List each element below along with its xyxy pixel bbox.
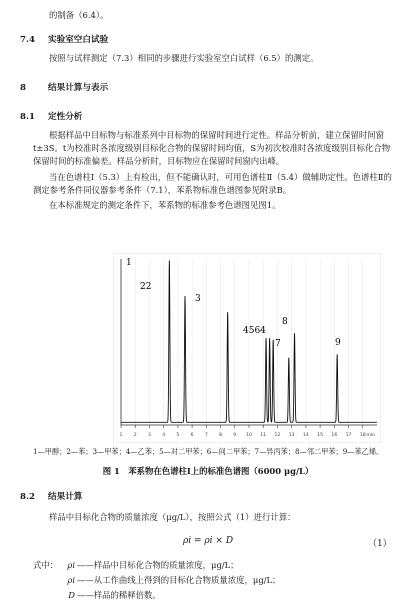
definition-text: ——样品中目标化合物的质量浓度，μg/L； — [77, 560, 239, 570]
formula-1: ρi = ρi × D — [182, 536, 234, 546]
section-number: 7.4 — [20, 35, 35, 45]
section-7-4-heading — [20, 33, 108, 45]
x-tick-label: 18 — [359, 433, 366, 438]
peak-label-7: 7 — [275, 339, 281, 349]
where-label: 式中： — [33, 560, 59, 570]
definition-text: ——从工作曲线上得到的目标化合物质量浓度，μg/L； — [77, 575, 281, 585]
section-title: 实验室空白试验 — [48, 35, 109, 45]
section-8-1-body — [33, 129, 393, 212]
section-number: 8.2 — [20, 492, 35, 502]
peak-label-4-5-6: 4564 — [243, 326, 266, 336]
peak-label-9: 9 — [335, 338, 341, 348]
definition-row-3 — [33, 589, 161, 601]
x-tick-label: 10 — [246, 433, 252, 438]
x-tick-label: 7 — [204, 433, 208, 438]
section-8-1-heading — [20, 110, 82, 122]
x-tick-label: 11 — [260, 433, 267, 438]
section-8-2-heading — [20, 490, 82, 502]
figure-caption: 图 1 苯系物在色谱柱Ⅰ上的标准色谱图（6000 μg/L） — [102, 466, 314, 476]
section-title: 定性分析 — [48, 112, 83, 122]
x-tick-label: 15 — [317, 433, 324, 438]
symbol-rho: ρi — [67, 560, 75, 570]
continued-line: 的制备（6.4）。 — [49, 10, 109, 20]
x-tick-label: 4 — [162, 433, 166, 438]
section-8-heading — [20, 81, 108, 93]
x-tick-label: 12 — [274, 433, 281, 438]
peak-label-1: 1 — [126, 258, 132, 268]
x-tick-label: 8 — [219, 433, 223, 438]
section-title: 结果计算与表示 — [48, 83, 109, 93]
paragraph-column-two: 当在色谱柱Ⅰ（5.3）上有检出，但不能确认时，可用色谱柱Ⅱ（5.4）做辅助定性。色谱柱Ⅱ的测定参考条件同仪器参考条件（7.1），苯系物标准色谱图参见附录B。 — [33, 171, 392, 195]
chart-grid — [121, 259, 363, 425]
symbol-rho-i: ρi — [67, 575, 75, 585]
figure-legend: 1—甲醇；2—苯；3—甲苯；4—乙苯；5—对二甲苯；6—间二甲苯；7—异丙苯；8—邻二甲苯；9—苯乙烯。 — [33, 447, 384, 456]
chromatogram-chart — [113, 253, 381, 443]
paragraph-8-2: 样品中目标化合物的质量浓度（μg/L），按照公式（1）进行计算： — [49, 512, 296, 522]
peak-label-2: 22 — [140, 282, 152, 292]
x-tick-label: 2 — [133, 433, 137, 438]
x-tick-label: 13 — [288, 433, 295, 438]
x-tick-label: 9 — [233, 433, 237, 438]
x-tick-label: 17 — [345, 433, 352, 438]
definition-text: ——样品的稀释倍数。 — [77, 590, 161, 600]
x-tick-label: 6 — [190, 433, 194, 438]
x-tick-label: 16 — [331, 433, 338, 438]
definition-row-2 — [33, 574, 280, 586]
peak-label-8: 8 — [282, 317, 288, 327]
x-axis-ticks — [120, 425, 376, 438]
section-number: 8.1 — [20, 112, 35, 122]
symbol-d: D — [68, 590, 75, 600]
x-axis-unit: min — [366, 433, 375, 438]
paragraph-7-4: 按照与试样测定（7.3）相同的步骤进行实验室空白试样（6.5）的测定。 — [49, 53, 319, 63]
peak-label-3: 3 — [195, 294, 201, 304]
equation-number: （1） — [368, 539, 392, 549]
x-tick-label: 1 — [119, 433, 123, 438]
section-title: 结果计算 — [48, 492, 83, 502]
section-number: 8 — [20, 83, 26, 93]
paragraph-figure-ref: 在本标准规定的测定条件下，苯系物的标准参考色谱图见图1。 — [49, 200, 281, 211]
x-tick-label: 3 — [147, 433, 151, 438]
chart-frame — [113, 253, 381, 443]
definition-row-1 — [33, 559, 239, 571]
x-tick-label: 5 — [176, 433, 180, 438]
paragraph-qualitative: 根据样品中目标物与标准系列中目标物的保留时间进行定性。样品分析前，建立保留时间窗t±3S。t为校准时各浓度级别目标化合物的保留时间均值，S为初次校准时各浓度级别目标化合物保留时间的标准偏差。样品分析时，目标物应在保留时间窗内出峰。 — [33, 130, 391, 167]
x-tick-label: 14 — [302, 433, 309, 438]
